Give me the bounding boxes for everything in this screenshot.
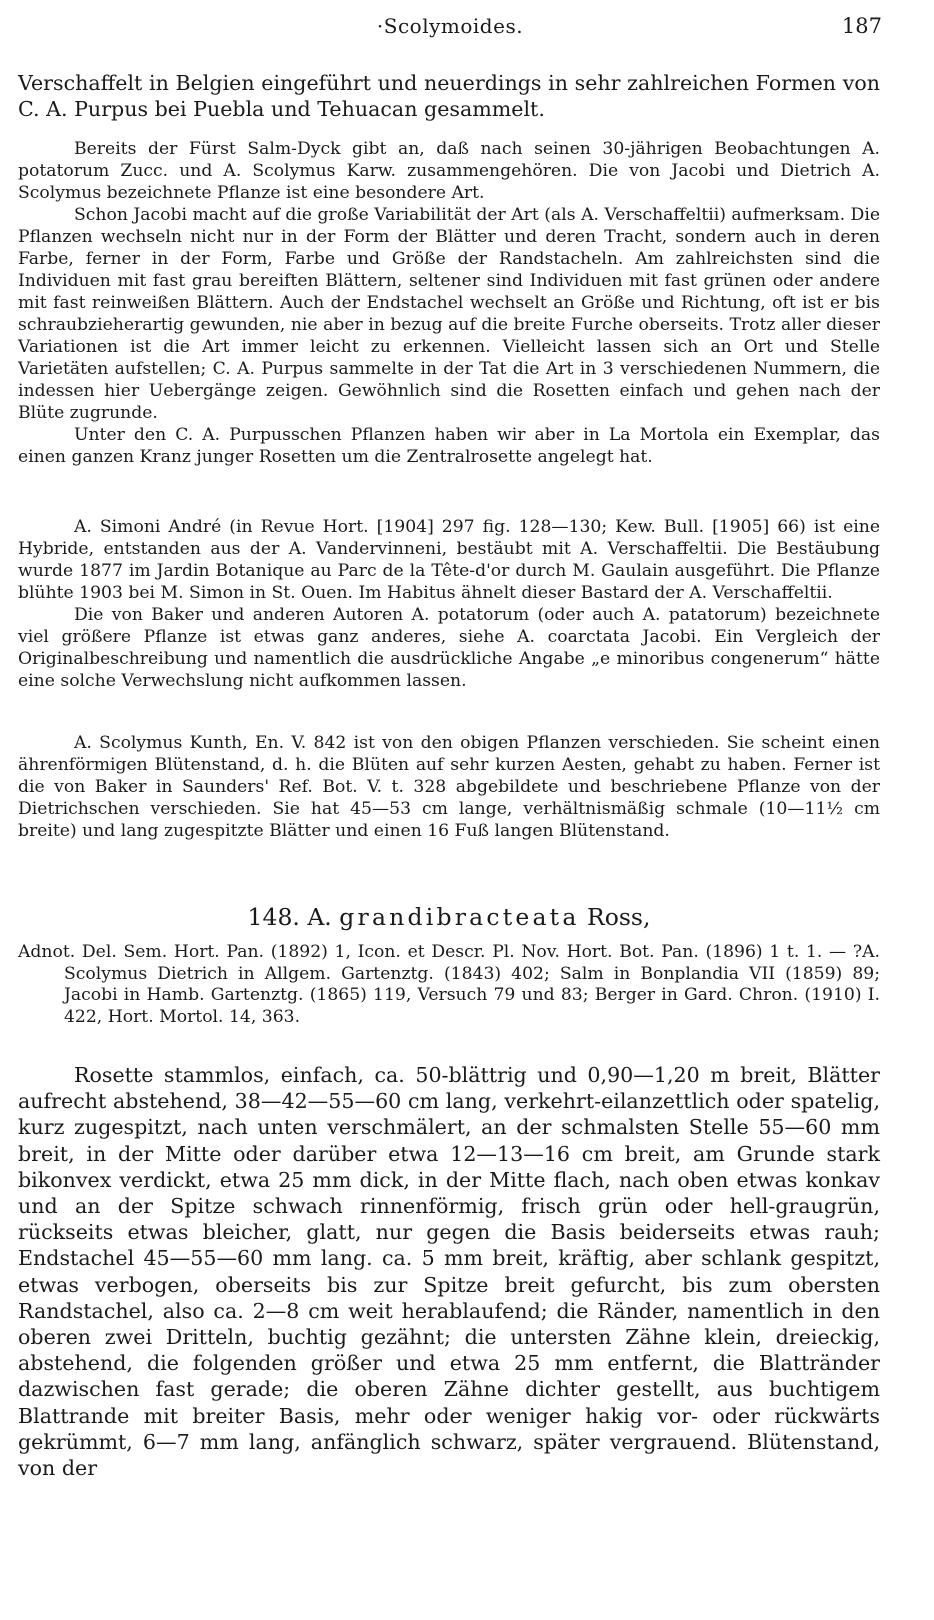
intro-text: Verschaffelt in Belgien eingeführt und neuerdings in sehr zahlreichen Formen von C. A. Purpus bei Puebla und Tehuacan gesammelt. — [18, 71, 880, 122]
notes-section-3 — [18, 732, 880, 842]
species-heading — [18, 903, 880, 931]
species-description — [18, 1062, 880, 1481]
note-paragraph-simoni: A. Simoni André (in Revue Hort. [1904] 297 fig. 128—130; Kew. Bull. [1905] 66) ist eine Hybride, entstanden aus der A. Vandervinneni, bestäubt mit A. Verschaffeltii. Die Bestäubung wurde 1877 im Jardin Botanique au Parc de la Tête-d'or durch M. Gaulain ausgeführt. Die Pflanze blühte 1903 bei M. Simon in St. Ouen. Im Habitus ähnelt dieser Bastard der A. Verschaffeltii. — [18, 517, 880, 603]
note-paragraph-variability: Schon Jacobi macht auf die große Variabilität der Art (als A. Verschaffeltii) aufmerksam. Die Pflanzen wechseln nicht nur in der Form der Blätter und deren Tracht, sondern auch in deren Farbe, ferner in der Form, Farbe und Größe der Randstacheln. Am zahlreichsten sind die Individuen mit fast grau bereiften Blättern, seltener sind Individuen mit fast grünen oder andere mit fast reinweißen Blättern. Auch der Endstachel wechselt an Größe und Richtung, oft ist er bis schraubzieherartig gewunden, nie aber in bezug auf die breite Furche oberseits. Trotz aller dieser Variationen ist die Art immer leicht zu erkennen. Vielleicht lassen sich an Ort und Stelle Varietäten aufstellen; C. A. Purpus sammelte in der Tat die Art in 3 verschiedenen Nummern, die indessen hier Uebergänge zeigen. Gewöhnlich sind die Rosetten einfach und gehen nach der Blüte zugrunde. — [18, 205, 880, 423]
species-name: grandibracteata — [339, 903, 580, 931]
intro-paragraph — [18, 70, 880, 122]
notes-section-2 — [18, 516, 880, 692]
species-author: Ross, — [587, 903, 651, 931]
page-number: 187 — [841, 14, 882, 38]
description-text: Rosette stammlos, einfach, ca. 50-blättrig und 0,90—1,20 m breit, Blätter aufrecht abstehend, 38—42—55—60 cm lang, verkehrt-eilanzettlich oder spatelig, kurz zugespitzt, nach unten verschmälert, an der schmalsten Stelle 55—60 mm breit, in der Mitte oder darüber etwa 12—13—16 cm breit, am Grunde stark bikonvex verdickt, etwa 25 mm dick, in der Mitte flach, nach oben etwas konkav und an der Spitze schwach rinnenförmig, frisch grün oder hell-graugrün, rückseits etwas bleicher, glatt, nur gegen die Basis beiderseits etwas rauh; Endstachel 45—55—60 mm lang. ca. 5 mm breit, kräftig, aber schlank gespitzt, etwas verbogen, oberseits bis zur Spitze breit gefurcht, bis zum obersten Randstachel, also ca. 2—8 cm weit herablaufend; die Ränder, namentlich in den oberen zwei Dritteln, buchtig gezähnt; die untersten Zähne klein, dreieckig, abstehend, die folgenden größer und etwa 25 mm entfernt, die Blattränder dazwischen fast gerade; die oberen Zähne dichter gestellt, aus buchtigem Blattrande mit breiter Basis, mehr oder weniger hakig vor- oder rückwärts gekrümmt, 6—7 mm lang, anfänglich schwarz, später vergrauend. Blütenstand, von der — [18, 1063, 880, 1481]
note-paragraph-baker: Die von Baker und anderen Autoren A. potatorum (oder auch A. patatorum) bezeichnete viel größere Pflanze ist etwas ganz anderes, siehe A. coarctata Jacobi. Ein Vergleich der Originalbeschreibung und namentlich die ausdrückliche Angabe „e minoribus congenerum“ hätte eine solche Verwechslung nicht aufkommen lassen. — [18, 605, 880, 691]
running-head-title: ·Scolymoides. — [376, 14, 524, 38]
notes-section — [18, 138, 880, 468]
note-paragraph-salm-dyck: Bereits der Fürst Salm-Dyck gibt an, daß nach seinen 30-jährigen Beobachtungen A. potatorum Zucc. und A. Scolymus Karw. zusammengehören. Die von Jacobi und Dietrich A. Scolymus bezeichnete Pflanze ist eine besondere Art. — [18, 139, 880, 203]
references-text: Adnot. Del. Sem. Hort. Pan. (1892) 1, Icon. et Descr. Pl. Nov. Hort. Bot. Pan. (1896) 1 t. 1. — ?A. Scolymus Dietrich in Allgem. Gartenztg. (1843) 402; Salm in Bonplandia VII (1859) 89; Jacobi in Hamb. Gartenztg. (1865) 119, Versuch 79 und 83; Berger in Gard. Chron. (1910) I. 422, Hort. Mortol. 14, 363. — [18, 942, 880, 1027]
species-number: 148. A. — [247, 903, 332, 931]
note-paragraph-purpus: Unter den C. A. Purpusschen Pflanzen haben wir aber in La Mortola ein Exemplar, das einen ganzen Kranz junger Rosetten um die Zentralrosette angelegt hat. — [18, 425, 880, 467]
species-references — [18, 942, 880, 1028]
note-paragraph-kunth: A. Scolymus Kunth, En. V. 842 ist von den obigen Pflanzen verschieden. Sie scheint einen ährenförmigen Blütenstand, d. h. die Blüten auf sehr kurzen Aesten, gehabt zu haben. Ferner ist die von Baker in Saunders' Ref. Bot. V. t. 328 abgebildete und beschriebene Pflanze von der Dietrichschen verschieden. Sie hat 45—53 cm lange, verhältnismäßig schmale (10—11½ cm breite) und lang zugespitzte Blätter und einen 16 Fuß langen Blütenstand. — [18, 733, 880, 841]
running-head — [18, 14, 882, 44]
